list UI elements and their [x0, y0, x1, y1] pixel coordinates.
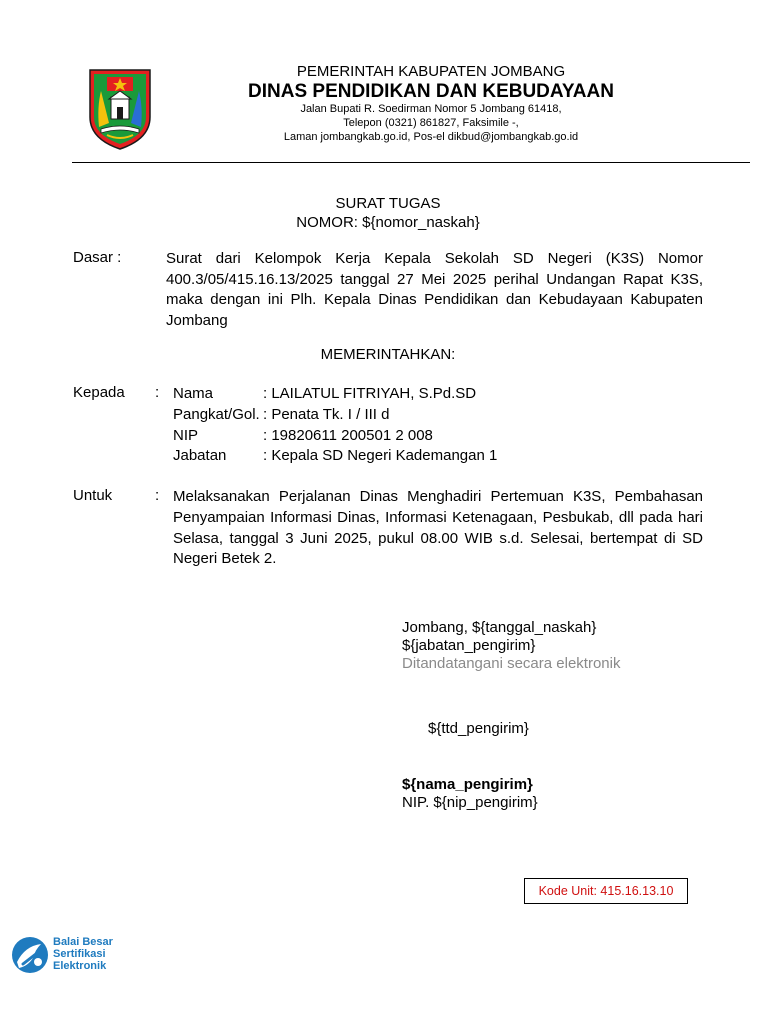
kop-address-line: Jalan Bupati R. Soedirman Nomor 5 Jombang 61418, — [300, 103, 562, 115]
bsre-line: Balai Besar — [53, 936, 113, 948]
signature-block — [402, 619, 620, 673]
untuk-label: Untuk — [73, 487, 113, 504]
detail-row-pangkat — [173, 405, 497, 426]
bsre-logo-icon — [11, 936, 49, 974]
detail-value: : LAILATUL FITRIYAH, S.Pd.SD — [263, 385, 477, 402]
kop-address — [200, 102, 662, 144]
document-title-block — [0, 194, 768, 232]
letterhead-divider — [72, 162, 750, 163]
detail-row-nip — [173, 426, 497, 447]
kop-government-name: PEMERINTAH KABUPATEN JOMBANG — [296, 63, 566, 80]
untuk-colon: : — [155, 487, 160, 504]
dasar-text: Surat dari Kelompok Kerja Kepala Sekolah SD Negeri (K3S) Nomor 400.3/05/415.16.13/2025 tanggal 27 Mei 2025 perihal Undangan Rapat K3S, maka dengan ini Plh. Kepala Dinas Pendidikan dan Kebudayaan Kabupaten Jombang — [166, 250, 703, 329]
kepada-details — [173, 384, 497, 467]
detail-key: Nama — [173, 385, 214, 402]
bsre-line: Elektronik — [53, 960, 107, 972]
detail-row-jabatan — [173, 446, 497, 467]
kepada-colon: : — [155, 384, 160, 401]
kop-web-line: Laman jombangkab.go.id, Pos-el dikbud@jombangkab.go.id — [283, 131, 579, 143]
signer-name: ${nama_pengirim} — [402, 776, 533, 793]
detail-value: : Kepala SD Negeri Kademangan 1 — [263, 447, 498, 465]
bsre-line: Sertifikasi — [53, 948, 106, 960]
untuk-text: Melaksanakan Perjalanan Dinas Menghadiri Pertemuan K3S, Pembahasan Penyampaian Informasi Dinas, Informasi Ketenagaan, Pesbukab, dll pada hari Selasa, tanggal 3 Juni 2025, pukul 08.00 WIB s.d. Selesai, bertempat di SD Negeri Betek 2. — [173, 488, 703, 568]
detail-value: : 19820611 200501 2 008 — [263, 426, 433, 444]
signer-nip: NIP. ${nip_pengirim} — [402, 794, 538, 811]
detail-row-nama — [173, 384, 497, 405]
signature-place-date: Jombang, ${tanggal_naskah} — [402, 619, 597, 636]
jombang-regency-emblem — [87, 67, 153, 151]
bsre-logo-text — [53, 936, 113, 972]
kepada-label: Kepada — [73, 384, 125, 401]
signature-electronic-note: Ditandatangani secara elektronik — [402, 655, 621, 672]
signature-placeholder: ${ttd_pengirim} — [428, 720, 529, 737]
detail-key: Jabatan — [173, 447, 227, 465]
detail-key: NIP — [173, 426, 199, 444]
kop-phone-line: Telepon (0321) 861827, Faksimile -, — [343, 117, 519, 129]
kop-agency-name: DINAS PENDIDIKAN DAN KEBUDAYAAN — [248, 81, 614, 102]
detail-key: Pangkat/Gol. — [173, 405, 260, 423]
dasar-label: Dasar : — [73, 249, 122, 266]
memerintahkan-heading: MEMERINTAHKAN: — [320, 346, 456, 363]
unit-code-box: Kode Unit: 415.16.13.10 — [524, 878, 688, 904]
signature-position: ${jabatan_pengirim} — [402, 637, 536, 654]
document-title: SURAT TUGAS — [335, 195, 441, 212]
document-number: NOMOR: ${nomor_naskah} — [296, 214, 480, 231]
detail-value: : Penata Tk. I / III d — [263, 405, 390, 423]
